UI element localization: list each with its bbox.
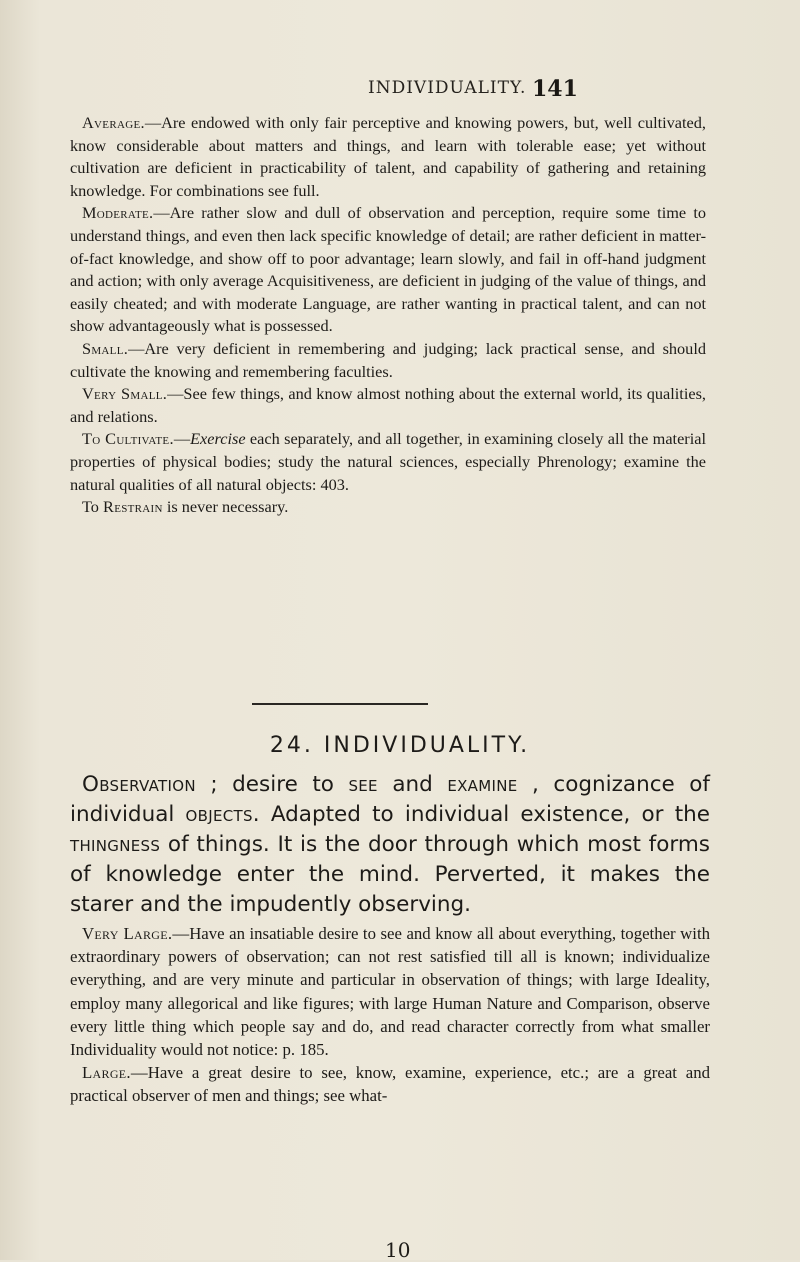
paragraph-very-small (70, 383, 706, 428)
cultivate-emphasis: Exercise (190, 429, 246, 449)
degree-label: Large. (82, 1063, 131, 1083)
section-divider (252, 703, 428, 705)
definition-term: thingness (70, 832, 161, 857)
paragraph-cultivate (70, 428, 706, 496)
cultivate-dash: — (173, 429, 191, 449)
definition-paragraph (70, 770, 710, 920)
signature-mark: 10 (385, 1238, 411, 1262)
definition-text: of things. It is the door through which most forms of knowledge enter the mind. Perverted, it makes the starer and the impudently observing. (70, 832, 710, 917)
restrain-label: Restrain (103, 497, 163, 517)
upper-text-block (70, 112, 706, 519)
paragraph-text: —Have an insatiable desire to see and know all about everything, together with extraordinary powers of observation; can not rest satisfied till all is known; individualize everything, and are very minute and particular in observation of things; with large Ideality, employ many allegorical and like figures; with large Human Nature and Comparison, observe every little thing which people say and do, and read character correctly from what smaller Individuality would not notice: p. 185. (70, 924, 710, 1060)
page-number: 141 (532, 76, 578, 102)
paragraph-moderate (70, 202, 706, 338)
definition-text: ; desire to (195, 772, 349, 797)
section-title: 24. INDIVIDUALITY. (269, 733, 531, 758)
section-heading (0, 733, 800, 758)
paragraph-very-large (70, 922, 710, 1061)
restrain-text: is never necessary. (162, 497, 289, 517)
definition-term: examine (447, 772, 518, 797)
definition-text: and (377, 772, 448, 797)
paragraph-large (70, 1061, 710, 1107)
paragraph-text: —Have a great desire to see, know, examine, experience, etc.; are a great and practical observer of men and things; see what- (70, 1063, 710, 1106)
degree-label: Small. (82, 338, 129, 358)
paragraph-average (70, 112, 706, 202)
paragraph-text: —Are very deficient in remembering and judging; lack practical sense, and should cultivate the knowing and remembering faculties. (70, 338, 706, 381)
restrain-prefix: To (82, 497, 104, 517)
definition-term: see (348, 772, 378, 797)
definition-text: , cognizance of individual (70, 772, 710, 827)
paragraph-small (70, 338, 706, 383)
degree-label: Very Large. (82, 924, 173, 943)
running-head (0, 76, 800, 106)
cultivate-text: each separately, and all together, in examining closely all the material properties of physical bodies; study the natural sciences, especially Phrenology; examine the natural qualities of all natural objects: 403. (70, 429, 707, 494)
degree-label: Average. (82, 113, 145, 132)
paragraph-text: —Are endowed with only fair perceptive and knowing powers, but, well cultivated, know considerable about matters and things, and learn with tolerable ease; yet without cultivation are deficient in practicability of talent, and capability of gathering and retaining knowledge. For combinations see full. (70, 113, 706, 200)
definition-text: . Adapted to individual existence, or the (252, 802, 710, 827)
running-title: INDIVIDUALITY. (368, 78, 527, 98)
paragraph-text: —Are rather slow and dull of observation and perception, require some time to understand things, and even then lack specific knowledge of detail; are rather deficient in matter-of-fact knowledge, and show off to poor advantage; learn slowly, and fail in off-hand judgment and action; with only average Acquisitiveness, are deficient in judging of the value of things, and easily cheated; and with moderate Language, are rather wanting in practical talent, and can not show advantageously what is possessed. (70, 203, 706, 336)
paragraph-restrain (70, 496, 706, 519)
definition-term: objects (185, 802, 253, 827)
lower-text-block (70, 922, 710, 1108)
degree-label: Very Small. (82, 384, 168, 404)
definition-term: Observation (82, 772, 196, 797)
definition-block (70, 770, 710, 920)
paragraph-text: —See few things, and know almost nothing about the external world, its qualities, and relations. (70, 384, 706, 426)
cultivate-label: To Cultivate. (82, 429, 174, 449)
degree-label: Moderate. (82, 203, 154, 223)
